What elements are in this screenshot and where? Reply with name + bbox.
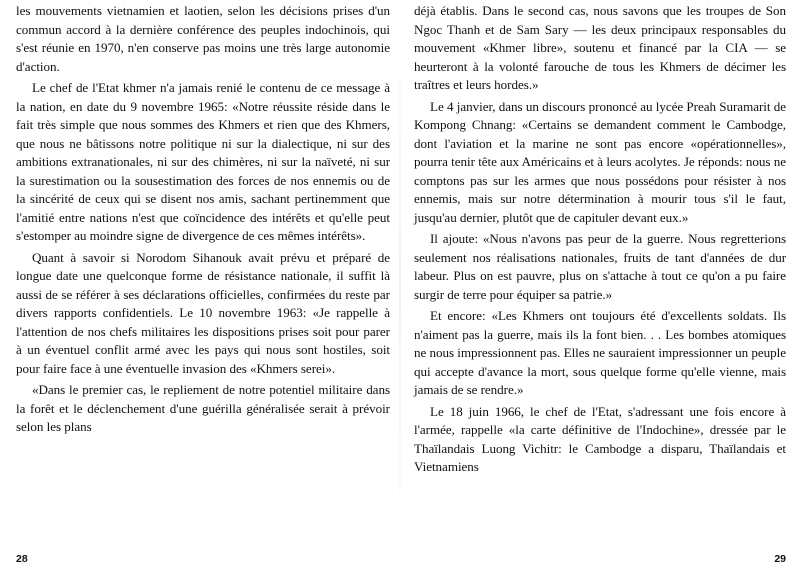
right-paragraph-2: Le 4 janvier, dans un discours prononcé au lycée Preah Suramarit de Kompong Chnang: «Certains se demandent comment le Cambodge, dont l'aviation et la marine ne sont pas encore «opérationnelles», pourra tenir tête aux Américains et à leurs acolytes. Je réponds: nous ne comptons pas sur les armes que nous possédons pour résister à nos ennemis, mais sur notre détermination à mourir tous s'il le faut, jusqu'au dernier, plutôt que de capituler devant eux.» [414,98,786,225]
left-paragraph-1: les mouvements vietnamien et laotien, selon les décisions prises d'un commun accord à la dernière conférence des peuples indochinois, qui s'est réunie en 1970, n'en conserve pas moins une très large autonomie d'action. [16,3,390,74]
right-page [414,0,786,571]
right-paragraph-4: Et encore: «Les Khmers ont toujours été d'excellents soldats. Ils n'aiment pas la guerre, mais ils la font bien. . . Les bombes atomiques ne nous impressionnent pas. Elles ne sauraient impressionner un peuple qui accepte d'avance la mort, sous quelque forme qu'elle vienne, mais jamais de se rendre.» [414,308,786,397]
left-paragraph-4: «Dans le premier cas, le repliement de notre potentiel militaire dans la forêt et le déclenchement d'une guérilla généralisée serait à prévoir selon les plans [16,382,390,434]
left-paragraph-3: Quant à savoir si Norodom Sihanouk avait prévu et préparé de longue date une quelconque forme de résistance nationale, il suffit là aussi de se référer à ses déclarations officielles, confirmées du reste par divers rapports confidentiels. Le 10 novembre 1963: «Je rappelle à l'attention de nos chefs militaires les dispositions prises soit pour parer à un éventuel conflit armé avec les pays qui nous sont hostiles, soit pour faire face à une éventuelle invasion des «Khmers serei». [16,249,390,376]
right-paragraph-1: déjà établis. Dans le second cas, nous savons que les troupes de Son Ngoc Thanh et de Sam Sary — les deux principaux responsables du mouvement «Khmer libre», soutenu et financé par la CIA — se heurteront à la volonté farouche de tous les Khmers de décimer les traîtres et leurs hordes.» [414,3,786,92]
gutter-divider [399,0,401,571]
left-paragraph-2: Le chef de l'Etat khmer n'a jamais renié le contenu de ce message à la nation, en date du 9 novembre 1965: «Notre réussite réside dans le fait très simple que nous sommes des Khmers et rien que des Khmers, que nous ne bâtissons notre politique ni sur la dialectique, ni sur des ambitions extranationales, ni sur des chimères, ni sur la naïveté, ni sur la surestimation ou la sousestimation des forces de nos ennemis ou de la sincérité de ceux qui se disent nos amis, sachant pertinemment que l'amitié entre nations n'est que coïncidence des intérêts et qu'elle peut s'estomper au moindre signe de divergence de ces mêmes intérêts». [16,80,390,243]
right-page-number: 29 [774,553,786,565]
left-page [16,0,390,571]
right-paragraph-5: Le 18 juin 1966, le chef de l'Etat, s'adressant une fois encore à l'armée, rappelle «la carte définitive de l'Indochine», dressée par le Thaïlandais Luong Vichitr: le Cambodge a disparu, Thaïlandais et Vietnamiens [414,403,786,474]
right-paragraph-3: Il ajoute: «Nous n'avons pas peur de la guerre. Nous regretterions seulement nos réalisations nationales, fruits de tant d'années de dur labeur. Plus on est pauvre, plus on s'attache à tout ce qu'on a pu faire surgir de terre pour équiper sa patrie.» [414,231,786,302]
left-page-number: 28 [16,553,28,565]
